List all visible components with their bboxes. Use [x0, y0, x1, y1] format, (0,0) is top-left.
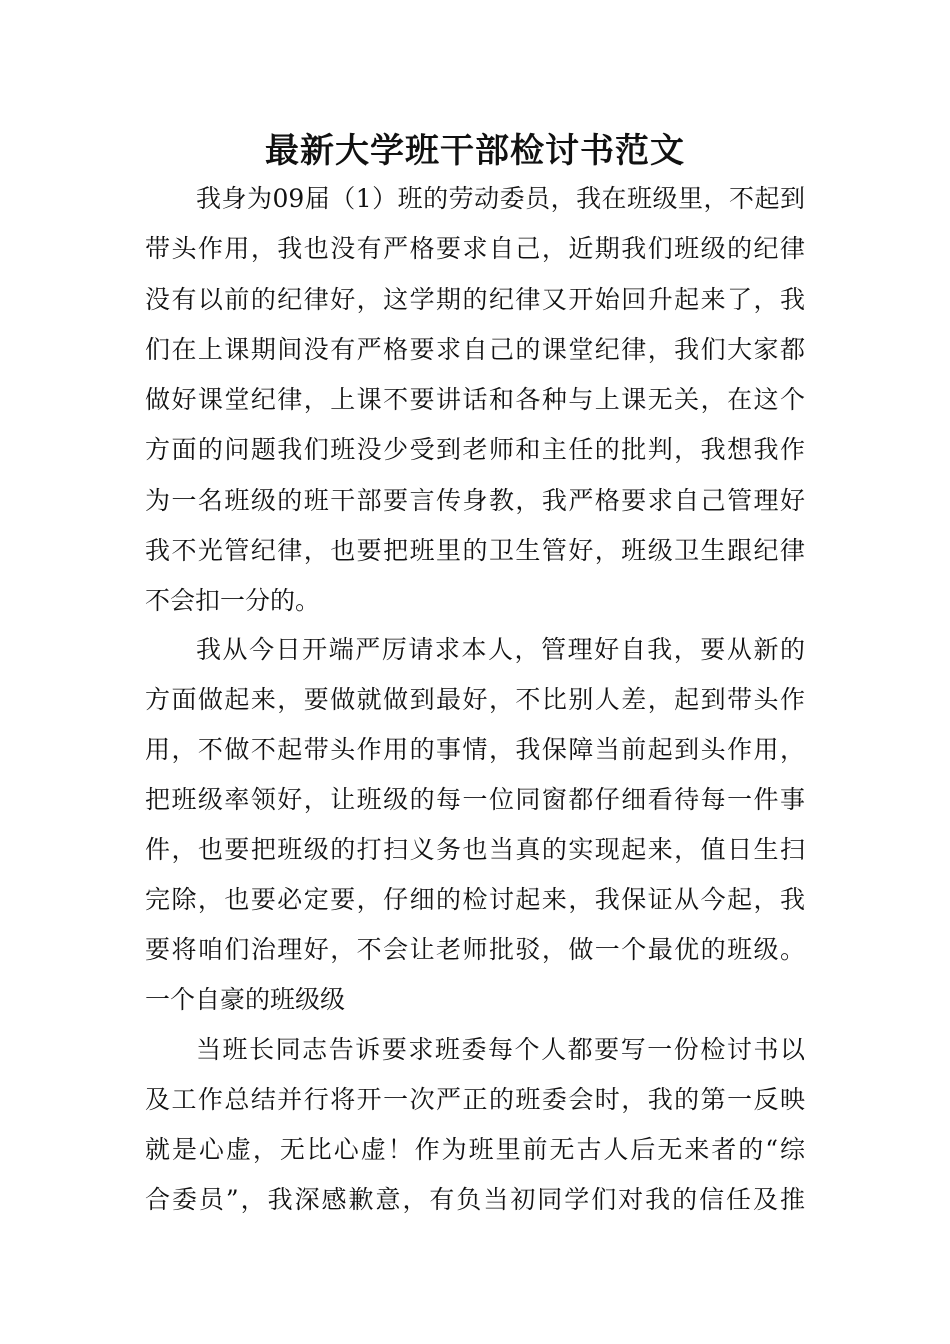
paragraph-3-line-1: 当班长同志告诉要求班委每个人都要写一份检讨书以	[196, 1035, 805, 1064]
paragraph-3-line-2: 及工作总结并行将开一次严正的班委会时，我的第一反映	[145, 1085, 805, 1114]
paragraph-3-line-3: 就是心虚，无比心虚！作为班里前无古人后无来者的“综	[145, 1135, 805, 1164]
paragraph-2-line-8: 一个自豪的班级级	[145, 985, 346, 1014]
paragraph-2-line-7: 要将咱们治理好，不会让老师批驳，做一个最优的班级。	[145, 935, 805, 964]
paragraph-1-line-3: 没有以前的纪律好，这学期的纪律又开始回升起来了，我	[145, 285, 805, 314]
paragraph-3-line-4: 合委员”，我深感歉意，有负当初同学们对我的信任及推	[145, 1185, 805, 1214]
document-title: 最新大学班干部检讨书范文	[265, 131, 685, 171]
paragraph-1-line-4: 们在上课期间没有严格要求自己的课堂纪律，我们大家都	[145, 335, 805, 364]
paragraph-2-line-6: 完除，也要必定要，仔细的检讨起来，我保证从今起，我	[145, 885, 805, 914]
paragraph-2-line-4: 把班级率领好，让班级的每一位同窗都仔细看待每一件事	[145, 785, 805, 814]
paragraph-2-line-3: 用，不做不起带头作用的事情，我保障当前起到头作用，	[145, 735, 805, 764]
paragraph-1-line-6: 方面的问题我们班没少受到老师和主任的批判，我想我作	[145, 435, 805, 464]
paragraph-1-line-8: 我不光管纪律，也要把班里的卫生管好，班级卫生跟纪律	[145, 536, 805, 565]
paragraph-1-line-1: 我身为09届（1）班的劳动委员，我在班级里，不起到	[196, 184, 805, 213]
paragraph-1-line-9: 不会扣一分的。	[145, 586, 321, 615]
paragraph-2-line-5: 件，也要把班级的打扫义务也当真的实现起来，值日生扫	[145, 835, 805, 864]
paragraph-1-line-5: 做好课堂纪律，上课不要讲话和各种与上课无关，在这个	[145, 385, 805, 414]
paragraph-1-line-2: 带头作用，我也没有严格要求自己，近期我们班级的纪律	[145, 234, 805, 263]
paragraph-2-line-1: 我从今日开端严厉请求本人，管理好自我，要从新的	[196, 635, 805, 664]
paragraph-1-line-7: 为一名班级的班干部要言传身教，我严格要求自己管理好	[145, 486, 805, 515]
paragraph-2-line-2: 方面做起来，要做就做到最好，不比别人差，起到带头作	[145, 685, 805, 714]
